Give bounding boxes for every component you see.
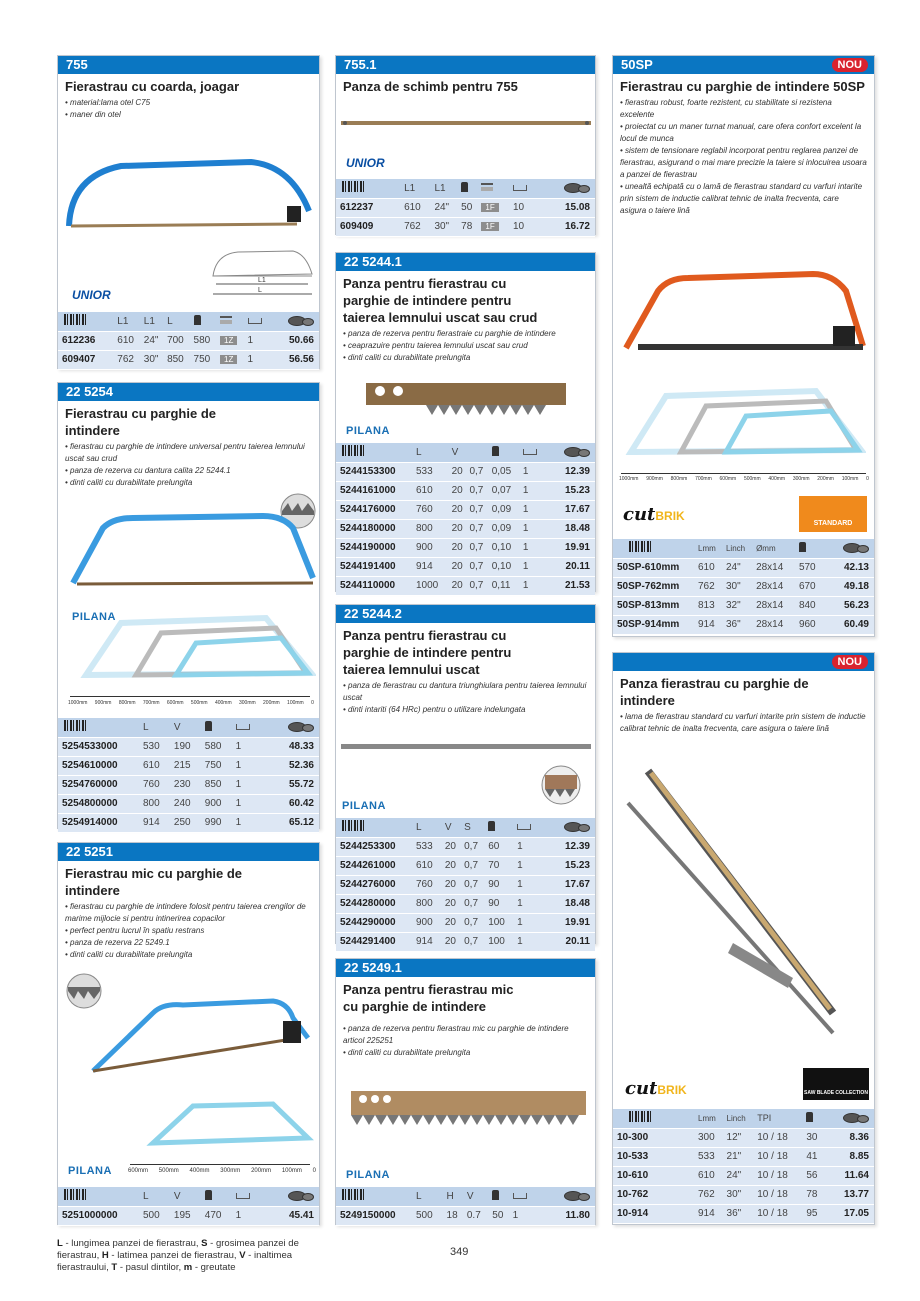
- pilana-logo: PILANA: [346, 1169, 390, 1181]
- table-row: 10-914 914 36" 10 / 18 95 17.05: [613, 1204, 874, 1223]
- quantity-icon: [236, 1193, 250, 1199]
- weight-icon: [205, 721, 212, 731]
- size-scale: [70, 683, 310, 697]
- barcode-icon: [629, 541, 653, 552]
- quantity-icon: [523, 449, 537, 455]
- size-scale: [130, 1151, 310, 1165]
- table-row: 10-762 762 30" 10 / 18 78 13.77: [613, 1185, 874, 1204]
- table-row: 5244180000 800 20 0,7 0,09 1 18.48: [336, 519, 595, 538]
- bow-saw-image: [83, 993, 318, 1078]
- product-bullets: • fierastrau cu parghie de intindere folosit pentru taierea crengilor de marime mijlocie si pentru intinerirea copacilor • perfect pentru lucrul în spatiu restrans • panza de rezerva 22 5249.1 • dinti caliti cu durabilitate prelungita: [65, 902, 306, 959]
- size-comparison-image: [143, 1098, 318, 1148]
- saw-blade-detail-image: [351, 1089, 586, 1129]
- price-coins-icon: [288, 314, 314, 326]
- product-card-blades-10: [612, 652, 875, 1225]
- size-scale: [621, 460, 866, 474]
- product-table: Lmm Linch TPI 10-300 300 12" 10 / 18 30 8.36 10-533 533 21" 10 / 18 41 8.85 10-610 610 24" 10 / 18 56 11.64 10-762 762 30" 10 / 18 78 13.77 10-914 914 36" 10 / 18 95 17.05: [613, 1109, 874, 1224]
- price-coins-icon: [564, 1189, 590, 1201]
- table-row: 5244153300 533 20 0,7 0,05 1 12.39: [336, 462, 595, 481]
- product-card-7551: [335, 55, 596, 235]
- weight-icon: [205, 1190, 212, 1200]
- price-coins-icon: [288, 720, 314, 732]
- pilana-logo: PILANA: [346, 425, 390, 437]
- product-bullets: • fierastrau cu parghie de intindere universal pentru taierea lemnului uscat sau crud • panza de rezerva cu dantura calita 22 5244.1 • dinti caliti cu durabilitate prelungita: [65, 442, 305, 487]
- scale-labels: 1000mm 900mm 800mm 700mm 600mm 500mm 400mm 300mm 200mm 100mm 0: [68, 700, 314, 706]
- product-code: [613, 653, 874, 671]
- product-bullets: • material:lama otel C75 • maner din otel: [65, 98, 151, 119]
- package-icon: [220, 316, 232, 324]
- table-row: 5244280000 800 20 0,7 90 1 18.48: [336, 894, 595, 913]
- table-row: 5244176000 760 20 0,7 0,09 1 17.67: [336, 500, 595, 519]
- product-card-225251: [57, 842, 320, 1225]
- barcode-icon: [64, 314, 88, 325]
- size-comparison-image: [76, 613, 316, 678]
- table-row: 5254533000 530 190 580 1 48.33: [58, 737, 319, 756]
- cutbrik-logo: cutBRIK: [625, 1078, 687, 1099]
- unior-logo: UNIOR: [72, 288, 111, 302]
- bow-saw-image: [618, 266, 868, 356]
- product-table: L V 5251000000 500 195 470 1 45.41: [58, 1187, 319, 1226]
- product-code: 22 5251: [58, 843, 319, 861]
- table-row: 5244291400 914 20 0,7 100 1 20.11: [336, 932, 595, 951]
- price-coins-icon: [288, 1189, 314, 1201]
- unior-logo: UNIOR: [346, 156, 385, 170]
- product-title: Fierastrau cu parghie de intindere: [65, 406, 216, 438]
- table-row: 5244161000 610 20 0,7 0,07 1 15.23: [336, 481, 595, 500]
- scale-labels: 1000mm 900mm 800mm 700mm 600mm 500mm 400mm 300mm 200mm 100mm 0: [619, 476, 869, 482]
- page-number: 349: [450, 1246, 469, 1258]
- legend-footnote: L - lungimea panzei de fierastrau, S - grosimea panzei de fierastrau, H - latimea panzei de fierastrau, V - inaltimea fierastraului, T - pasul dintilor, m - greutate: [57, 1238, 299, 1273]
- product-title: Fierastrau cu coarda, joagar: [65, 79, 240, 94]
- product-code: 50SP NOU: [613, 56, 874, 74]
- product-card-2252491: [335, 958, 596, 1225]
- product-code: 755.1: [336, 56, 595, 74]
- weight-icon: [799, 542, 806, 552]
- quantity-icon: [517, 824, 531, 830]
- quantity-icon: [248, 318, 262, 324]
- svg-text:L1: L1: [258, 277, 266, 284]
- price-coins-icon: [564, 181, 590, 193]
- table-row: 609409 762 30" 78 1F 10 16.72: [336, 217, 595, 236]
- price-coins-icon: [843, 541, 869, 553]
- table-row: 5249150000 500 18 0.7 50 1 11.80: [336, 1206, 595, 1225]
- table-row: 5251000000 500 195 470 1 45.41: [58, 1206, 319, 1225]
- product-table: L1 L1 L 612236 610 24" 700 580 1Z 1 50.66 609407 762 30" 850 750 1Z 1 56.56: [58, 312, 319, 370]
- product-table: L V S 5244253300 533 20 0,7 60 1 12.39 5244261000 610 20 0,7 70 1 15.23 5244276000 760 20 0,7 90 1 17.67 5244280000 800 20 0,7 90 1 18.48 5244290000 900 20 0,7 100 1 19.91 5244291400 914 20 0,7 100 1 20.11: [336, 818, 595, 952]
- product-card-2252442: [335, 604, 596, 947]
- weight-icon: [461, 182, 468, 192]
- table-row: 5254800000 800 240 900 1 60.42: [58, 794, 319, 813]
- product-card-2252441: [335, 252, 596, 592]
- table-row: 50SP-610mm 610 24" 28x14 570 42.13: [613, 558, 874, 577]
- barcode-icon: [64, 720, 88, 731]
- product-table: L1 L1 612237 610 24" 50 1F 10 15.08 609409 762 30" 78 1F 10 16.72: [336, 179, 595, 237]
- barcode-icon: [629, 1111, 653, 1122]
- table-row: 10-533 533 21" 10 / 18 41 8.85: [613, 1147, 874, 1166]
- table-row: 5244110000 1000 20 0,7 0,11 1 21.53: [336, 576, 595, 595]
- barcode-icon: [64, 1189, 88, 1200]
- scale-labels: 600mm 500mm 400mm 300mm 200mm 100mm 0: [128, 1168, 316, 1174]
- new-badge: NOU: [832, 655, 868, 669]
- product-title: Panza de schimb pentru 755: [343, 79, 518, 94]
- cutbrik-sawblade-logo: SAW BLADE COLLECTION: [803, 1068, 869, 1100]
- product-title: Panza fierastrau cu parghie de intindere: [620, 676, 809, 708]
- weight-icon: [492, 446, 499, 456]
- price-coins-icon: [564, 820, 590, 832]
- product-title: Fierastrau cu parghie de intindere 50SP: [620, 79, 865, 94]
- product-bullets: • lama de fierastrau standard cu varfuri intarite prin sistem de inductie calibrat tehnic de inalta frecventa, care asigura o taiere lină: [620, 712, 866, 733]
- product-table: Lmm Linch Ømm 50SP-610mm 610 24" 28x14 570 42.13 50SP-762mm 762 30" 28x14 670 49.18 50SP-813mm 813 32" 28x14 840 56.23 50SP-914mm 914 36" 28x14 960 60.49: [613, 539, 874, 635]
- product-title: Panza pentru fierastrau cu parghie de intindere pentru taierea lemnului uscat sau crud: [343, 276, 538, 325]
- product-card-50sp: [612, 55, 875, 637]
- product-table: L V 5254533000 530 190 580 1 48.33 5254610000 610 215 750 1 52.36 5254760000 760 230 850 1 55.72 5254800000 800 240 900 1 60.42 5254914000 914 250 990 1 65.12: [58, 718, 319, 833]
- price-coins-icon: [843, 1111, 869, 1123]
- table-row: 612236 610 24" 700 580 1Z 1 50.66: [58, 331, 319, 350]
- product-card-225254: [57, 382, 320, 829]
- quantity-icon: [513, 185, 527, 191]
- product-bullets: • fierastrau robust, foarte rezistent, cu stabilitate si rezistena excelente • proiectat cu un maner turnat manual, care ofera confort excelent la locul de munca • sistem de tensionare reglabil incorporat pentru reglarea panzei de fierastrau, asigurand o mai mare precizie la taiere si inlocuirea usoara a panzei de fierastrau • unealtă echipată cu o lamă de fierastrau standard cu varfuri intarite prin sistem de inductie calibrat tehnic de inalta frecventa, care asigura o taiere lină: [620, 98, 867, 215]
- pilana-logo: PILANA: [68, 1165, 112, 1177]
- cutbrik-standard-logo: STANDARD: [799, 496, 867, 532]
- price-coins-icon: [564, 445, 590, 457]
- table-row: 5244261000 610 20 0,7 70 1 15.23: [336, 856, 595, 875]
- table-row: 5254760000 760 230 850 1 55.72: [58, 775, 319, 794]
- barcode-icon: [342, 445, 366, 456]
- weight-icon: [492, 1190, 499, 1200]
- product-title: Panza pentru fierastrau mic cu parghie de intindere: [343, 982, 514, 1014]
- package-icon: [481, 183, 493, 191]
- cutbrik-logo: cutBRIK: [623, 504, 685, 525]
- table-row: 50SP-813mm 813 32" 28x14 840 56.23: [613, 596, 874, 615]
- product-title: Fierastrau mic cu parghie de intindere: [65, 866, 243, 898]
- table-row: 5244190000 900 20 0,7 0,10 1 19.91: [336, 538, 595, 557]
- table-row: 5254610000 610 215 750 1 52.36: [58, 756, 319, 775]
- barcode-icon: [342, 820, 366, 831]
- teeth-detail-icon: [541, 765, 581, 805]
- product-bullets: • panza de rezerva pentru fierastraie cu parghie de intindere • ceaprazuire pentru taierea lemnului uscat sau crud • dinti caliti cu durabilitate prelungita: [343, 329, 556, 362]
- table-row: 5244290000 900 20 0,7 100 1 19.91: [336, 913, 595, 932]
- product-bullets: • panza de fierastrau cu dantura triunghiulara pentru taierea lemnului uscat • dinti intariti (64 HRc) pentru o utilizare indelungata: [343, 681, 587, 714]
- table-row: 5254914000 914 250 990 1 65.12: [58, 813, 319, 832]
- product-table: L V 5244153300 533 20 0,7 0,05 1 12.39 5244161000 610 20 0,7 0,07 1 15.23 5244176000 760 20 0,7 0,09 1 17.67 5244180000 800 20 0,7 0,09 1 18.48 5244190000 900 20 0,7 0,10 1 19.91 5244191400 914 20 0,7 0,10 1 20.11 5244110000 1000 20 0,7 0,11 1 21.53: [336, 443, 595, 596]
- product-code: 22 5244.1: [336, 253, 595, 271]
- saw-blade-detail-image: [366, 381, 566, 417]
- quantity-icon: [513, 1193, 527, 1199]
- weight-icon: [194, 315, 201, 325]
- bow-saw-image: [63, 508, 318, 593]
- barcode-icon: [342, 181, 366, 192]
- pilana-logo: PILANA: [342, 800, 386, 812]
- product-title: Panza pentru fierastrau cu parghie de intindere pentru taierea lemnului uscat: [343, 628, 512, 677]
- product-code: 22 5244.2: [336, 605, 595, 623]
- size-comparison-image: [621, 386, 866, 456]
- product-code: 755: [58, 56, 319, 74]
- table-row: 10-610 610 24" 10 / 18 56 11.64: [613, 1166, 874, 1185]
- product-code: 22 5254: [58, 383, 319, 401]
- bow-saw-image: [61, 156, 316, 236]
- product-bullets: • panza de rezerva pentru fierastrau mic cu parghie de intindere articol 225251 • dinti caliti cu durabilitate prelungita: [343, 1024, 569, 1057]
- table-row: 10-300 300 12" 10 / 18 30 8.36: [613, 1128, 874, 1147]
- svg-text:L: L: [258, 287, 262, 294]
- barcode-icon: [342, 1189, 366, 1200]
- table-row: 50SP-762mm 762 30" 28x14 670 49.18: [613, 577, 874, 596]
- saw-blades-image: [618, 763, 868, 1043]
- pilana-logo: PILANA: [72, 611, 116, 623]
- weight-icon: [806, 1112, 813, 1122]
- saw-blade-image: [341, 743, 591, 751]
- product-table: L H V 5249150000 500 18 0.7 50 1 11.80: [336, 1187, 595, 1226]
- new-badge: NOU: [832, 58, 868, 72]
- weight-icon: [488, 821, 495, 831]
- table-row: 5244253300 533 20 0,7 60 1 12.39: [336, 837, 595, 856]
- product-card-755: [57, 55, 320, 369]
- table-row: 50SP-914mm 914 36" 28x14 960 60.49: [613, 615, 874, 634]
- table-row: 5244276000 760 20 0,7 90 1 17.67: [336, 875, 595, 894]
- product-code: 22 5249.1: [336, 959, 595, 977]
- saw-blade-image: [341, 118, 591, 128]
- dimension-drawing: [208, 246, 316, 301]
- table-row: 609407 762 30" 850 750 1Z 1 56.56: [58, 350, 319, 369]
- quantity-icon: [236, 724, 250, 730]
- table-row: 5244191400 914 20 0,7 0,10 1 20.11: [336, 557, 595, 576]
- table-row: 612237 610 24" 50 1F 10 15.08: [336, 198, 595, 217]
